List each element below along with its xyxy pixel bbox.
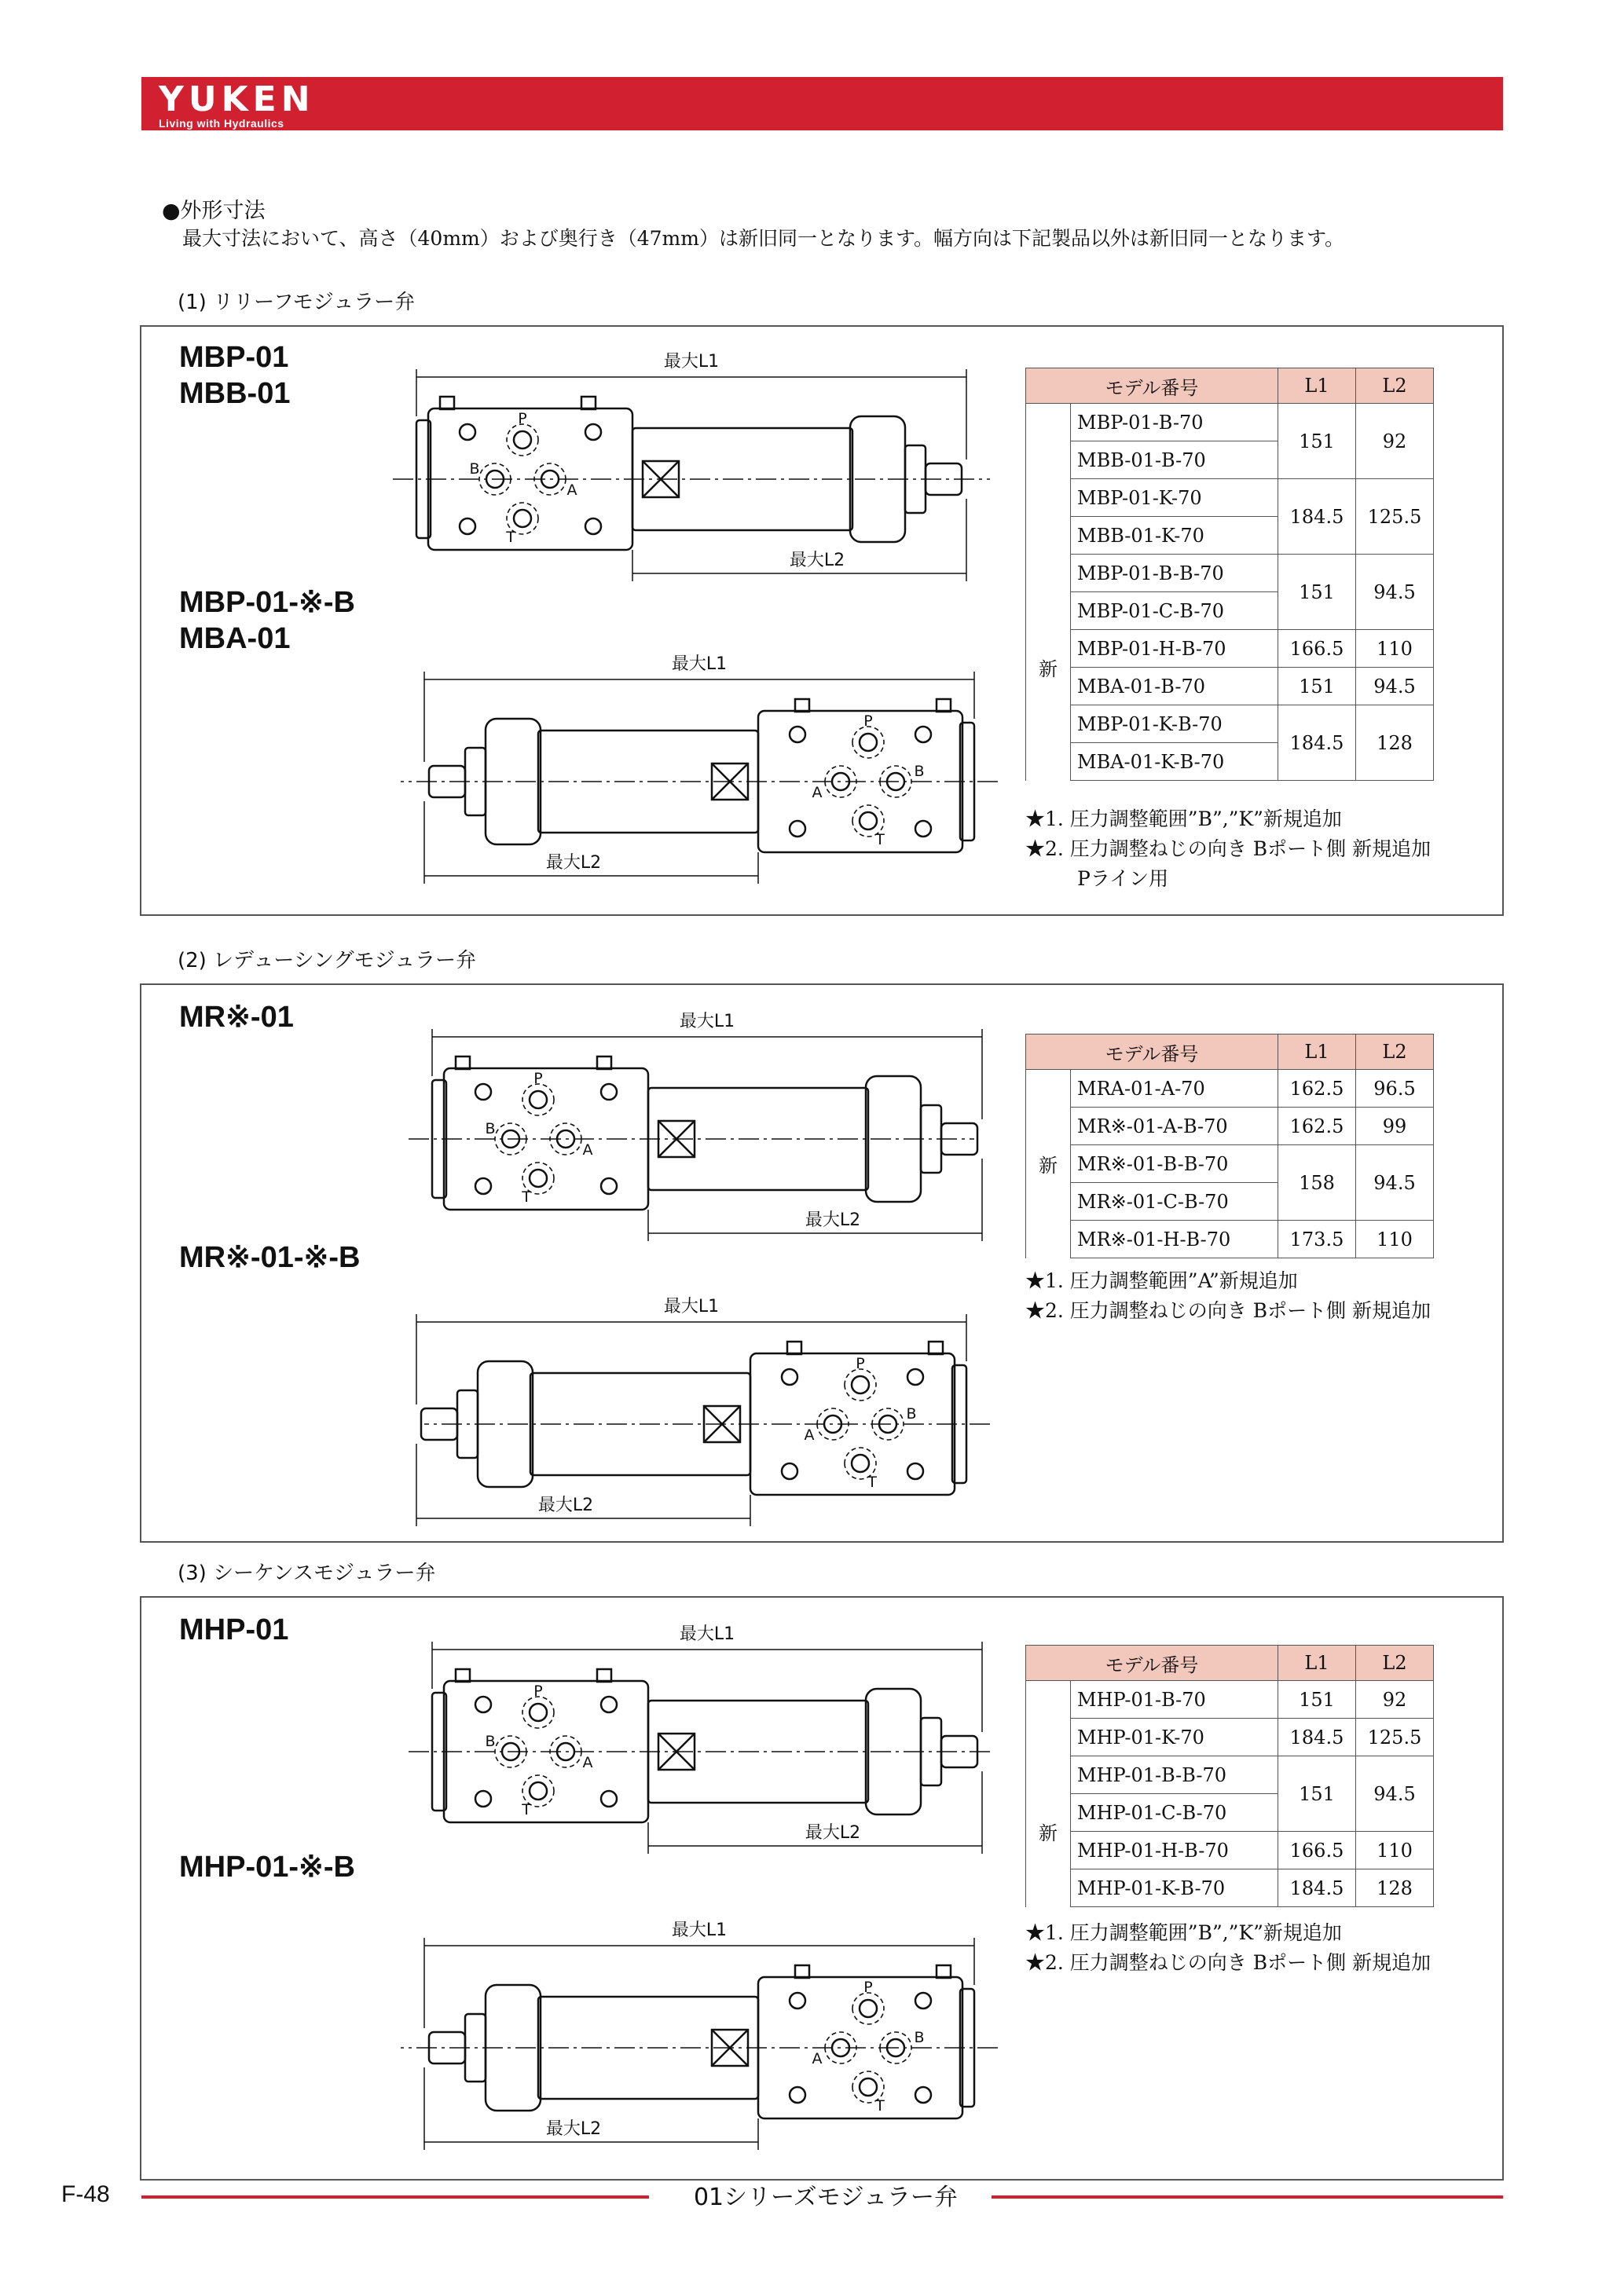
table-cell-model: MBP-01-K-70 xyxy=(1071,479,1278,517)
valve-outline xyxy=(597,1056,611,1069)
table-cell-model: MHP-01-K-B-70 xyxy=(1071,1869,1278,1907)
table-cell-l2: 128 xyxy=(1356,705,1434,781)
section2-models-bottom xyxy=(179,1240,360,1276)
port-label-b: B xyxy=(485,1733,496,1750)
dim-label-l2: 最大L2 xyxy=(545,853,602,873)
section1-spec-table xyxy=(1025,368,1434,781)
table-cell-model: MBP-01-C-B-70 xyxy=(1071,592,1278,630)
note: ★1. 圧力調整範囲”B”,”K”新規追加 xyxy=(1025,807,1342,830)
valve-body-group xyxy=(416,1314,990,1526)
dim-label-l2: 最大L2 xyxy=(805,1823,861,1843)
port-label-t: T xyxy=(506,529,515,546)
yuken-logo xyxy=(159,79,315,130)
table-cell-l1: 158 xyxy=(1278,1145,1356,1221)
valve-outline xyxy=(456,1056,470,1069)
table-cell-l2: 94.5 xyxy=(1356,555,1434,630)
table-cell-l1: 162.5 xyxy=(1278,1108,1356,1145)
note: ★2. 圧力調整ねじの向き Bポート側 新規追加 xyxy=(1025,1299,1432,1322)
new-label: 新 xyxy=(1026,555,1071,781)
table-cell-model: MRA-01-A-70 xyxy=(1071,1070,1278,1108)
port-label-p: P xyxy=(863,1979,873,1996)
table-cell-model: MHP-01-C-B-70 xyxy=(1071,1794,1278,1832)
bolt-hole xyxy=(585,518,601,534)
port-p xyxy=(845,1369,876,1401)
valve-outline xyxy=(795,699,809,712)
port-label-b: B xyxy=(485,1120,496,1137)
table-cell-model: MBP-01-B-70 xyxy=(1071,404,1278,441)
port-label-p: P xyxy=(518,410,527,427)
col-l2: L2 xyxy=(1356,368,1434,404)
port-t xyxy=(860,2078,877,2096)
port-p xyxy=(507,424,538,456)
note: ★1. 圧力調整範囲”B”,”K”新規追加 xyxy=(1025,1921,1342,1944)
table-cell-l2: 110 xyxy=(1356,1221,1434,1258)
valve-outline xyxy=(440,397,454,409)
port-p xyxy=(514,431,531,449)
port-label-a: A xyxy=(812,2050,823,2067)
table-cell-l2: 94.5 xyxy=(1356,1145,1434,1221)
port-label-b: B xyxy=(469,460,480,478)
port-label-b: B xyxy=(906,1405,917,1423)
page-number: F-48 xyxy=(61,2181,110,2207)
table-cell-model: MBB-01-K-70 xyxy=(1071,517,1278,555)
bolt-hole xyxy=(601,1084,617,1100)
valve-drawing-s1-bottom xyxy=(385,644,998,888)
port-label-p: P xyxy=(533,1683,543,1700)
port-t xyxy=(860,812,877,829)
bolt-hole xyxy=(915,1993,931,2009)
table-cell-model: MR※-01-A-B-70 xyxy=(1071,1108,1278,1145)
section1-models-top xyxy=(179,339,290,412)
table-cell-l1: 151 xyxy=(1278,555,1356,630)
bolt-hole xyxy=(782,1369,797,1385)
model-name: MHP-01 xyxy=(179,1613,289,1646)
bolt-hole xyxy=(601,1697,617,1712)
table-cell-model: MBB-01-B-70 xyxy=(1071,441,1278,479)
section3-spec-table xyxy=(1025,1645,1434,1907)
table-cell-l1: 151 xyxy=(1278,1681,1356,1719)
table-cell-l2: 96.5 xyxy=(1356,1070,1434,1108)
valve-body-group xyxy=(409,1642,990,1854)
col-l1: L1 xyxy=(1278,1646,1356,1681)
dim-label-l1: 最大L1 xyxy=(679,1012,735,1031)
col-model: モデル番号 xyxy=(1026,1034,1278,1070)
port-label-a: A xyxy=(582,1754,593,1771)
bolt-hole xyxy=(907,1463,923,1479)
model-name: MBB-01 xyxy=(179,377,291,410)
table-cell-l1: 151 xyxy=(1278,404,1356,479)
table-cell-model: MBA-01-K-B-70 xyxy=(1071,743,1278,781)
bolt-hole xyxy=(585,424,601,440)
table-cell-model: MR※-01-C-B-70 xyxy=(1071,1183,1278,1221)
table-cell-l2: 94.5 xyxy=(1356,1756,1434,1832)
table-cell-model: MHP-01-H-B-70 xyxy=(1071,1832,1278,1869)
col-l2: L2 xyxy=(1356,1034,1434,1070)
dim-label-l2: 最大L2 xyxy=(545,2119,602,2139)
note: ★2. 圧力調整ねじの向き Bポート側 新規追加 xyxy=(1025,1951,1432,1974)
col-l2: L2 xyxy=(1356,1646,1434,1681)
valve-outline xyxy=(795,1965,809,1978)
logo-wordmark: YUKEN xyxy=(159,79,315,119)
bolt-hole xyxy=(915,727,931,742)
port-label-p: P xyxy=(863,712,873,730)
valve-outline xyxy=(456,1669,470,1682)
note: ★2. 圧力調整ねじの向き Bポート側 新規追加 xyxy=(1025,837,1432,860)
new-label: 新 xyxy=(1026,1756,1071,1907)
header-bar xyxy=(141,77,1503,130)
valve-drawing-s3-bottom xyxy=(385,1910,998,2154)
table-cell-model: MBA-01-B-70 xyxy=(1071,668,1278,705)
bolt-hole xyxy=(601,1791,617,1807)
port-p xyxy=(852,1993,884,2024)
valve-outline xyxy=(597,1669,611,1682)
bolt-hole xyxy=(790,1993,805,2009)
section2-notes xyxy=(1025,1266,1431,1326)
table-cell-l2: 128 xyxy=(1356,1869,1434,1907)
model-name: MBP-01 xyxy=(179,341,289,374)
section2-title: (2) レデューシングモジュラー弁 xyxy=(178,949,477,972)
valve-body-group xyxy=(401,1938,998,2150)
port-label-t: T xyxy=(875,2097,885,2115)
new-label: 新 xyxy=(1026,1070,1071,1258)
port-p xyxy=(530,1704,547,1721)
port-label-a: A xyxy=(804,1426,815,1444)
note: ★1. 圧力調整範囲”A”新規追加 xyxy=(1025,1269,1298,1292)
valve-drawing-s2-top xyxy=(409,1002,990,1237)
model-name: MR※-01-※-B xyxy=(179,1241,361,1274)
table-cell-l1: 184.5 xyxy=(1278,1719,1356,1756)
valve-body-group xyxy=(401,672,998,884)
table-cell-l1: 151 xyxy=(1278,668,1356,705)
port-label-b: B xyxy=(914,2029,925,2046)
footer-series-title: 01シリーズモジュラー弁 xyxy=(693,2184,959,2211)
table-cell-model: MBP-01-B-B-70 xyxy=(1071,555,1278,592)
dim-label-l1: 最大L1 xyxy=(671,654,728,674)
table-cell-l2: 125.5 xyxy=(1356,1719,1434,1756)
bolt-hole xyxy=(782,1463,797,1479)
note: Pライン用 xyxy=(1077,867,1169,890)
port-p xyxy=(522,1084,554,1115)
bolt-hole xyxy=(907,1369,923,1385)
intro-heading: ●外形寸法 xyxy=(162,199,266,223)
table-cell-model: MR※-01-B-B-70 xyxy=(1071,1145,1278,1183)
bolt-hole xyxy=(475,1178,491,1194)
col-l1: L1 xyxy=(1278,1034,1356,1070)
table-cell-model: MBP-01-K-B-70 xyxy=(1071,705,1278,743)
port-t xyxy=(530,1782,547,1800)
section1-models-bottom xyxy=(179,584,355,657)
model-name: MBA-01 xyxy=(179,622,291,655)
port-label-t: T xyxy=(522,1188,531,1206)
table-cell-model: MBP-01-H-B-70 xyxy=(1071,630,1278,668)
port-label-a: A xyxy=(812,784,823,801)
table-cell-model: MHP-01-K-70 xyxy=(1071,1719,1278,1756)
port-label-t: T xyxy=(522,1801,531,1818)
col-l1: L1 xyxy=(1278,368,1356,404)
table-cell-l1: 162.5 xyxy=(1278,1070,1356,1108)
table-cell-l1: 173.5 xyxy=(1278,1221,1356,1258)
port-label-b: B xyxy=(914,763,925,780)
table-cell-l1: 184.5 xyxy=(1278,1869,1356,1907)
valve-outline xyxy=(937,1965,951,1978)
dim-label-l2: 最大L2 xyxy=(537,1496,594,1515)
bolt-hole xyxy=(601,1178,617,1194)
table-cell-l2: 125.5 xyxy=(1356,479,1434,555)
dim-label-l1: 最大L1 xyxy=(663,352,720,372)
dim-label-l1: 最大L1 xyxy=(663,1297,720,1316)
table-cell-l2: 110 xyxy=(1356,1832,1434,1869)
port-label-p: P xyxy=(533,1070,543,1087)
section2-spec-table xyxy=(1025,1034,1434,1258)
section3-title: (3) シーケンスモジュラー弁 xyxy=(178,1562,436,1585)
table-cell-l1: 166.5 xyxy=(1278,1832,1356,1869)
section3-models-top xyxy=(179,1612,288,1648)
col-model: モデル番号 xyxy=(1026,1646,1278,1681)
section3-notes xyxy=(1025,1918,1431,1978)
section1-title: (1) リリーフモジュラー弁 xyxy=(178,291,416,314)
col-model: モデル番号 xyxy=(1026,368,1278,404)
bolt-hole xyxy=(790,821,805,837)
valve-drawing-s1-top xyxy=(393,342,1006,585)
section2-models-top xyxy=(179,999,294,1035)
table-cell-l1: 184.5 xyxy=(1278,479,1356,555)
bolt-hole xyxy=(460,518,475,534)
bolt-hole xyxy=(460,424,475,440)
port-t xyxy=(852,1455,869,1472)
model-name: MR※-01 xyxy=(179,1001,294,1034)
port-p xyxy=(530,1091,547,1108)
valve-drawing-s2-bottom xyxy=(409,1287,990,1522)
section1-notes xyxy=(1025,804,1431,894)
dim-label-l1: 最大L1 xyxy=(671,1921,728,1940)
bolt-hole xyxy=(915,821,931,837)
valve-outline xyxy=(929,1342,943,1354)
table-cell-l2: 92 xyxy=(1356,1681,1434,1719)
valve-body-group xyxy=(393,369,990,581)
bolt-hole xyxy=(915,2087,931,2103)
port-t xyxy=(530,1170,547,1187)
bolt-hole xyxy=(475,1084,491,1100)
port-t xyxy=(514,510,531,527)
table-cell-l2: 99 xyxy=(1356,1108,1434,1145)
port-label-t: T xyxy=(875,831,885,848)
intro-text: 最大寸法において、高さ（40mm）および奥行き（47mm）は新旧同一となります。幅方向は下記製品以外は新旧同一となります。 xyxy=(182,227,1344,250)
port-label-t: T xyxy=(867,1474,877,1491)
table-cell-l1: 166.5 xyxy=(1278,630,1356,668)
bolt-hole xyxy=(790,2087,805,2103)
valve-drawing-s3-top xyxy=(409,1614,1006,1858)
footer-line-right xyxy=(992,2195,1503,2199)
port-p xyxy=(860,2000,877,2017)
footer-line-left xyxy=(141,2195,649,2199)
port-label-a: A xyxy=(582,1141,593,1159)
port-p xyxy=(852,1376,869,1393)
valve-outline xyxy=(937,699,951,712)
bolt-hole xyxy=(790,727,805,742)
port-p xyxy=(522,1697,554,1728)
table-cell-model: MHP-01-B-B-70 xyxy=(1071,1756,1278,1794)
dim-label-l2: 最大L2 xyxy=(805,1210,861,1230)
dim-label-l1: 最大L1 xyxy=(679,1624,735,1644)
table-cell-l2: 92 xyxy=(1356,404,1434,479)
port-p xyxy=(860,734,877,751)
model-name: MBP-01-※-B xyxy=(179,586,355,619)
table-cell-l1: 184.5 xyxy=(1278,705,1356,781)
valve-outline xyxy=(581,397,596,409)
model-name: MHP-01-※-B xyxy=(179,1851,355,1884)
section3-models-bottom xyxy=(179,1849,355,1885)
port-p xyxy=(852,727,884,758)
logo-tagline: Living with Hydraulics xyxy=(159,117,284,130)
dim-label-l2: 最大L2 xyxy=(789,551,845,570)
table-cell-model: MR※-01-H-B-70 xyxy=(1071,1221,1278,1258)
port-label-p: P xyxy=(856,1355,865,1372)
port-label-a: A xyxy=(566,482,577,499)
bolt-hole xyxy=(475,1791,491,1807)
bolt-hole xyxy=(475,1697,491,1712)
table-cell-l1: 151 xyxy=(1278,1756,1356,1832)
table-cell-l2: 110 xyxy=(1356,630,1434,668)
table-cell-l2: 94.5 xyxy=(1356,668,1434,705)
table-cell-model: MHP-01-B-70 xyxy=(1071,1681,1278,1719)
valve-outline xyxy=(787,1342,801,1354)
